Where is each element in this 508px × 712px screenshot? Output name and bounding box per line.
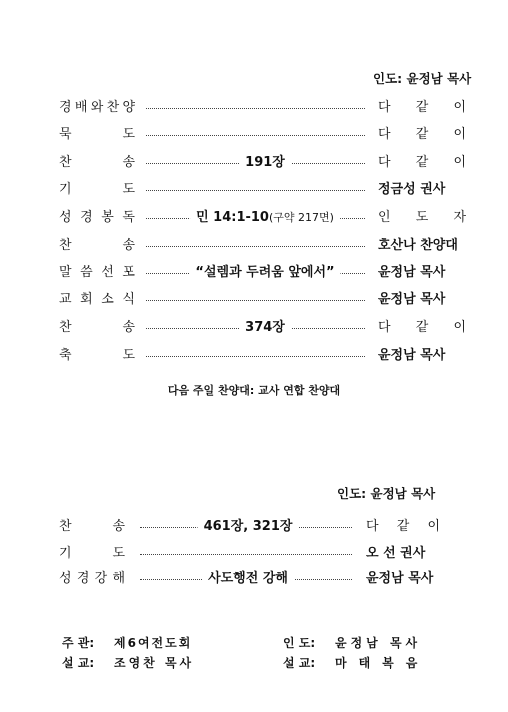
item-detail: 191장 bbox=[239, 151, 291, 170]
item-detail: 민 14:1-10(구약 217면) bbox=[190, 206, 340, 225]
item-label: 찬 송 bbox=[59, 155, 135, 170]
dot-leader bbox=[146, 300, 365, 301]
item-label: 말 씀 선 포 bbox=[59, 265, 135, 280]
dot-leader bbox=[146, 246, 365, 247]
item-detail: 374장 bbox=[239, 316, 291, 335]
footer-host-value: 제6여전도회 bbox=[114, 636, 193, 650]
item-person: 다 같 이 bbox=[378, 155, 466, 170]
footer-leader bbox=[283, 634, 421, 651]
footer-sermon-value: 조영찬 목사 bbox=[114, 656, 195, 670]
item-person: 오 선 권사 bbox=[366, 546, 426, 561]
item-person: 호산나 찬양대 bbox=[378, 238, 458, 253]
item-person: 윤정남 목사 bbox=[378, 292, 446, 307]
footer-host-key: 주 관: bbox=[62, 636, 95, 650]
item-person: 다 같 이 bbox=[366, 519, 440, 534]
item-label: 찬 송 bbox=[59, 519, 125, 534]
section2-officiant: 인도: 윤정남 목사 bbox=[337, 486, 436, 501]
item-person: 다 같 이 bbox=[378, 320, 466, 335]
item-person: 다 같 이 bbox=[378, 127, 466, 142]
item-label: 교 회 소 식 bbox=[59, 292, 135, 307]
item-label: 경 배 와 찬 양 bbox=[59, 100, 135, 115]
dot-leader bbox=[146, 108, 365, 109]
dot-leader bbox=[140, 554, 352, 555]
item-label: 기 도 bbox=[59, 182, 135, 197]
item-person: 인 도 자 bbox=[378, 210, 466, 225]
footer-sermon2-value: 마태복음 bbox=[335, 656, 430, 670]
footer-sermon2 bbox=[283, 654, 429, 671]
dot-leader bbox=[146, 190, 365, 191]
footer-host bbox=[62, 634, 192, 651]
dot-leader bbox=[146, 135, 365, 136]
item-label: 찬 송 bbox=[59, 238, 135, 253]
item-label: 성 경 강 해 bbox=[59, 571, 125, 586]
item-detail: 461장, 321장 bbox=[198, 515, 299, 534]
footer-sermon-key: 설 교: bbox=[62, 656, 95, 670]
item-person: 윤정남 목사 bbox=[378, 265, 446, 280]
section1-officiant: 인도: 윤정남 목사 bbox=[373, 71, 472, 86]
footer-leader-key: 인 도: bbox=[283, 636, 316, 650]
item-label: 기 도 bbox=[59, 546, 125, 561]
section1-choir-note: 다음 주일 찬양대: 교사 연합 찬양대 bbox=[167, 384, 341, 397]
footer-sermon bbox=[62, 654, 194, 671]
dot-leader bbox=[146, 356, 365, 357]
item-label: 묵 도 bbox=[59, 127, 135, 142]
item-label: 축 도 bbox=[59, 348, 135, 363]
item-person: 윤정남 목사 bbox=[378, 348, 446, 363]
item-label: 성 경 봉 독 bbox=[59, 210, 135, 225]
item-person: 윤정남 목사 bbox=[366, 571, 434, 586]
item-detail: 사도행전 강해 bbox=[202, 567, 294, 586]
item-detail: “설렘과 두려움 앞에서” bbox=[189, 261, 340, 280]
item-label: 찬 송 bbox=[59, 320, 135, 335]
footer-leader-value: 윤정남 목사 bbox=[335, 636, 422, 650]
footer-sermon2-key: 설 교: bbox=[283, 656, 316, 670]
item-person: 정금성 권사 bbox=[378, 182, 446, 197]
item-person: 다 같 이 bbox=[378, 100, 466, 115]
